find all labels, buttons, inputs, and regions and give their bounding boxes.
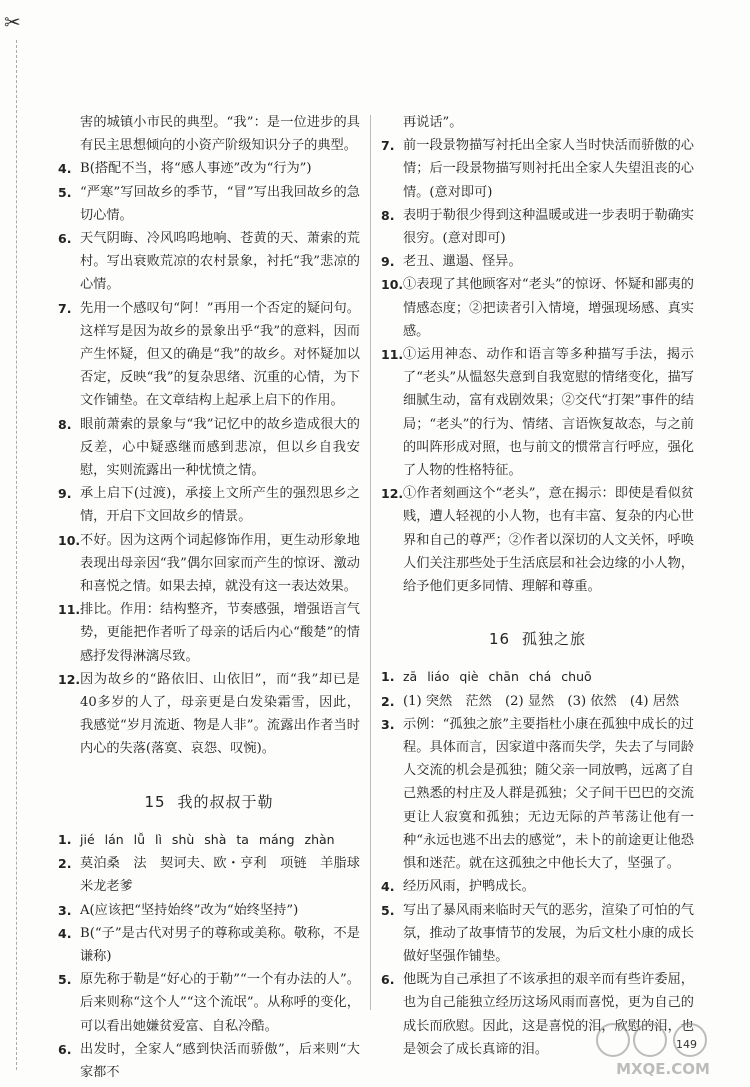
answer-list [58, 828, 374, 1084]
left-column [58, 111, 374, 1084]
svg-text:MXQE.COM: MXQE.COM [616, 1060, 710, 1078]
item-text: ①作者刻画这个“老头”，意在揭示：即使是看似贫贱，遭人轻视的小人物，也有丰富、复杂的内心世界和自己的尊严；②作者以深切的人文关怀，呼唤人们关注那些处于生活底层和社会边缘的小人物，给予他们更多同情、理解和尊重。 [403, 486, 694, 595]
right-column [381, 111, 694, 1061]
item-number: 10. [381, 277, 404, 293]
continued-text: 再说话”。 [403, 115, 463, 130]
item-text: ①运用神态、动作和语言等多种描写手法，揭示了“老头”从愠怒失意到自我宽慰的情绪变化，描写细腻生动，富有戏剧效果；②交代“打架”事件的结局；“老头”的行为、情绪、言语恢复故态，与之前的叫阵形成对照，也与前文的惯常言行呼应，强化了人物的性格特征。 [403, 347, 694, 479]
item-number: 3. [381, 716, 395, 732]
scissors-icon: ✂ [4, 10, 21, 34]
answer-item [381, 875, 694, 898]
section-title [58, 791, 360, 814]
item-number: 6. [58, 1041, 72, 1057]
item-text: B(搭配不当，将“感人事迹”改为“行为”) [80, 161, 312, 177]
cut-line [16, 40, 17, 1070]
item-text: 示例：“孤独之旅”主要指杜小康在孤独中成长的过程。具体而言，因家道中落而失学，失去了与同龄人交流的机会是孤独；随父亲一同放鸭，远离了自己熟悉的村庄及人群是孤独；父子间干巴巴的交流更让人寂寞和孤独；无边无际的芦苇荡让他有一种“永远也逃不出去的感觉”，未卜的前途更让他恐惧和迷茫。就在这孤独之中他长大了，坚强了。 [403, 716, 694, 872]
item-number: 6. [58, 231, 72, 247]
answer-item [381, 690, 694, 713]
answer-item [58, 157, 360, 180]
pinyin-text: zā liáo qiè chān chá chuō [403, 669, 592, 685]
item-text: B(“子”是古代对男子的尊称或美称。敬称，不是谦称) [80, 925, 360, 964]
item-number: 11. [58, 602, 81, 618]
item-text: 莫泊桑 法 契诃夫、欧・亨利 项链 羊脂球 米龙老爹 [80, 856, 374, 895]
section-title [381, 628, 694, 651]
item-text: 前一段景物描写衬托出全家人当时快活而骄傲的心情；后一段景物描写则衬托出全家人失望沮丧的心情。(意对即可) [403, 138, 694, 200]
item-text: 承上启下(过渡)，承接上文所产生的强烈思乡之情，开启下文回故乡的情景。 [80, 486, 360, 525]
item-number: 8. [381, 207, 395, 223]
section-number: 16 [488, 630, 511, 649]
answer-item [58, 413, 360, 483]
answer-item [58, 922, 360, 968]
pinyin-text: jié lán lǚ lì shù shà ta máng zhàn [80, 831, 335, 847]
answer-item [381, 204, 694, 250]
item-text: 眼前萧索的景象与“我”记忆中的故乡造成很大的反差，心中疑惑继而感到悲凉，但以乡自我安慰，实则流露出一种忧愤之情。 [80, 416, 360, 479]
item-text: ①表现了其他顾客对“老头”的惊讶、怀疑和鄙夷的情感态度；②把读者引入情境，增强现场感、真实感。 [403, 277, 694, 339]
answer-item [381, 343, 694, 482]
answer-item [58, 297, 360, 413]
answer-item [58, 899, 360, 922]
item-number: 4. [381, 879, 395, 895]
item-number: 9. [58, 486, 72, 502]
answer-item [58, 482, 360, 528]
item-number: 4. [58, 925, 72, 941]
item-text: A(应该把“坚持始终”改为“始终坚持”) [80, 902, 299, 918]
answer-list [381, 665, 694, 1060]
column-divider [370, 115, 371, 1010]
item-number: 7. [58, 300, 72, 316]
item-number: 10. [58, 532, 81, 548]
item-number: 4. [58, 161, 72, 177]
answer-item [58, 227, 360, 297]
item-number: 7. [381, 138, 395, 154]
answer-item [58, 828, 360, 852]
answer-item [381, 273, 694, 343]
item-text: 不好。因为这两个词起修饰作用，更生动形象地表现出母亲因“我”偶尔回家而产生的惊讶、激动和喜悦之情。如果去掉，就没有这一表达效果。 [80, 532, 360, 595]
answer-item [381, 713, 694, 875]
answer-item [58, 598, 360, 668]
item-text: 经历风雨，护鸭成长。 [403, 879, 535, 895]
answer-list [58, 157, 360, 760]
answer-item [381, 482, 694, 598]
section-number: 15 [144, 792, 166, 811]
item-number: 1. [381, 669, 395, 685]
answer-item [58, 852, 374, 898]
item-text: 排比。作用：结构整齐，节奏感强，增强语言气势，更能把作者听了母亲的话后内心“酸楚”的情感抒发得淋漓尽致。 [80, 602, 360, 664]
item-number: 2. [58, 856, 72, 872]
item-number: 3. [58, 902, 72, 918]
item-number: 12. [381, 486, 404, 502]
item-number: 8. [58, 416, 72, 432]
answer-item [381, 665, 694, 689]
item-text: 先用一个感叹句“阿！”再用一个否定的疑问句。这样写是因为故乡的景象出乎“我”的意料，因而产生怀疑，但又的确是“我”的故乡。对怀疑加以否定，反映“我”的复杂思绪、沉重的心情，为下文作铺垫。在文章结构上起承上启下的作用。 [80, 300, 360, 409]
item-number: 6. [381, 972, 395, 988]
item-text: (1) 突然 茫然 (2) 显然 (3) 依然 (4) 居然 [403, 693, 680, 709]
item-text: “严寒”写回故乡的季节，“冒”写出我回故乡的急切心情。 [80, 184, 360, 223]
answer-item [58, 1038, 360, 1084]
item-text: 因为故乡的“路依旧、山依旧”，而“我”却已是40多岁的人了，母亲更是白发染霜雪，因此，我感觉“岁月流逝、物是人非”。流露出作者当时内心的失落(落寞、哀怨、叹惋)。 [80, 671, 360, 757]
item-text: 老丑、邋遢、怪异。 [403, 254, 522, 270]
watermark-logo [588, 1018, 738, 1078]
item-text: 天气阴晦、冷风呜呜地响、苍黄的天、萧索的荒村。写出衰败荒凉的农村景象，衬托“我”悲凉的心情。 [80, 231, 360, 293]
answer-item [58, 668, 360, 761]
answer-item [58, 181, 360, 227]
item-number: 9. [381, 254, 395, 270]
section-name: 我的叔叔于勒 [177, 792, 274, 811]
answer-list [381, 134, 694, 598]
answer-item [58, 968, 360, 1038]
answer-item [381, 250, 694, 273]
item-number: 5. [381, 902, 395, 918]
item-text: 他既为自己承担了不该承担的艰辛而有些许委屈，也为自己能独立经历这场风雨而喜悦，更为自己的成长而欣慰。因此，这是喜悦的泪，欣慰的泪，也是领会了成长真谛的泪。 [403, 972, 694, 1057]
section-name: 孤独之旅 [522, 630, 587, 649]
item-number: 5. [58, 972, 72, 988]
item-text: 表明于勒很少得到这种温暖或进一步表明于勒确实很穷。(意对即可) [403, 207, 694, 247]
item-number: 5. [58, 184, 72, 200]
answer-item [381, 899, 694, 969]
item-number: 2. [381, 693, 395, 709]
answer-item [381, 134, 694, 204]
item-text: 出发时，全家人“感到快活而骄傲”，后来则“大家都不 [80, 1041, 360, 1080]
page-number: 149 [676, 1038, 697, 1051]
item-number: 12. [58, 671, 81, 687]
item-text: 原先称于勒是“好心的于勒”“一个有办法的人”。后来则称“这个人”“这个流氓”。从称呼的变化，可以看出她嫌贫爱富、自私冷酷。 [80, 972, 360, 1034]
answer-item [58, 529, 360, 599]
item-number: 1. [58, 831, 72, 847]
continued-text: 害的城镇小市民的典型。“我”：是一位进步的具有民主思想倾向的小资产阶级知识分子的典型。 [80, 115, 360, 154]
item-number: 11. [381, 347, 404, 363]
item-text: 写出了暴风雨来临时天气的恶劣，渲染了可怕的气氛，推动了故事情节的发展，为后文杜小康的成长做好坚强作铺垫。 [403, 902, 694, 964]
